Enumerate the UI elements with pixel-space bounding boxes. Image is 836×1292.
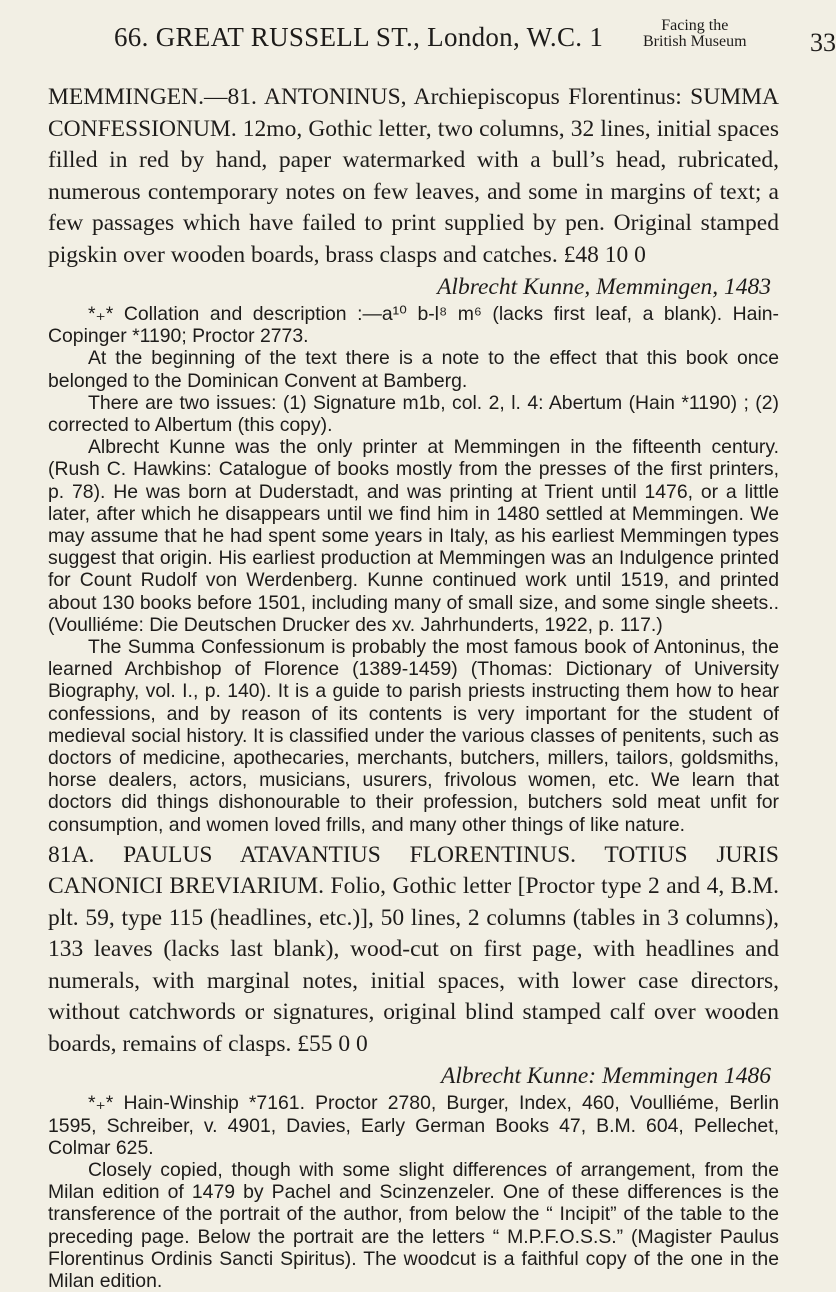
entry-81a-references: *₊* Hain-Winship *7161. Proctor 2780, Burger, Index, 460, Voulliéme, Berlin 1595, Schreiber, v. 4901, Davies, Early German Books 47, B.M. 604, Pellechet, Colmar 625. <box>48 1092 779 1159</box>
entry-81a-note: Closely copied, though with some slight differences of arrangement, from the Milan edition of 1479 by Pachel and Scinzenzeler. One of these differences is the transference of the portrait of the author, from below the “ Incipit” of the table to the preceding page. Below the portrait are the letters “ M.P.F.O.S.S.” (Magister Paulus Florentinus Ordinis Sancti Spiritus). The woodcut is a faithful copy of the one in the Milan edition. <box>48 1158 779 1292</box>
entry-81a-description: 81A. PAULUS ATAVANTIUS FLORENTINUS. TOTIUS JURIS CANONICI BREVIARIUM. Folio, Gothic letter [Proctor type 2 and 4, B.M. plt. 59, type 115 (headlines, etc.)], 50 lines, 2 columns (tables in 3 columns), 133 leaves (lacks last blank), wood-cut on first page, with headlines and numerals, with marginal notes, initial spaces, with lower case directors, without catchwords or signatures, original blind stamped calf over wooden boards, remains of clasps. £55 0 0 <box>48 841 779 1057</box>
entry-81-printer: Albrecht Kunne, Memmingen, 1483 <box>437 274 771 300</box>
entry-81-note-provenance: At the beginning of the text there is a note to the effect that this book once belonged to the Dominican Convent at Bamberg. <box>48 347 779 392</box>
entry-81-description: MEMMINGEN.—81. ANTONINUS, Archiepiscopus Florentinus: SUMMA CONFESSIONUM. 12mo, Gothic letter, two columns, 32 lines, initial spaces filled in red by hand, paper watermarked with a bull’s head, rubricated, numerous contemporary notes on few leaves, and some in margins of text; a few passages which have failed to print supplied by pen. Original stamped pigskin over wooden boards, brass clasps and catches. £48 10 0 <box>48 84 779 268</box>
running-header <box>48 0 836 86</box>
entry-81-collation: *₊* Collation and description :—a¹⁰ b-l⁸ m⁶ (lacks first leaf, a blank). Hain-Copinger *1190; Proctor 2773. <box>48 303 779 348</box>
entry-81-note-issues: There are two issues: (1) Signature m1b, col. 2, l. 4: Abertum (Hain *1190) ; (2) corrected to Albertum (this copy). <box>48 391 779 437</box>
publisher-address: 66. GREAT RUSSELL ST., London, W.C. 1 <box>114 22 604 52</box>
entry-81a-printer: Albrecht Kunne: Memmingen 1486 <box>440 1063 771 1090</box>
facing-note <box>643 18 747 50</box>
facing-line-1: Facing the <box>661 17 729 34</box>
page-number: 33 <box>810 28 836 57</box>
facing-line-2: British Museum <box>643 33 747 50</box>
entry-81-note-printer: Albrecht Kunne was the only printer at Memmingen in the fifteenth century. (Rush C. Hawkins: Catalogue of books mostly from the presses of the first printers, p. 78). He was born at Duderstadt, and was printing at Trient until 1476, or a little later, after which he disappears until we find him in 1480 settled at Memmingen. We may assume that he had spent some years in Italy, as his earliest Memmingen types suggest that origin. His earliest production at Memmingen was an Indulgence printed for Count Rudolf von Werdenberg. Kunne continued work until 1519, and printed about 130 books before 1501, including many of small size, and some single sheets.. (Voulliéme: Die Deutschen Drucker des xv. Jahrhunderts, 1922, p. 117.) <box>48 436 779 636</box>
entry-81-note-summa: The Summa Confessionum is probably the most famous book of Antoninus, the learned Archbishop of Florence (1389-1459) (Thomas: Dictionary of University Biography, vol. I., p. 140). It is a guide to parish priests instructing them how to hear confessions, and by reason of its contents is very important for the student of medieval social history. It is classified under the various classes of penitents, such as doctors of medicine, apothecaries, merchants, butchers, millers, tailors, goldsmiths, horse dealers, actors, musicians, usurers, frivolous women, etc. We learn that doctors did things dishonourable to their profession, butchers sold meat unfit for consumption, and women loved frills, and many other things of like nature. <box>48 636 779 836</box>
